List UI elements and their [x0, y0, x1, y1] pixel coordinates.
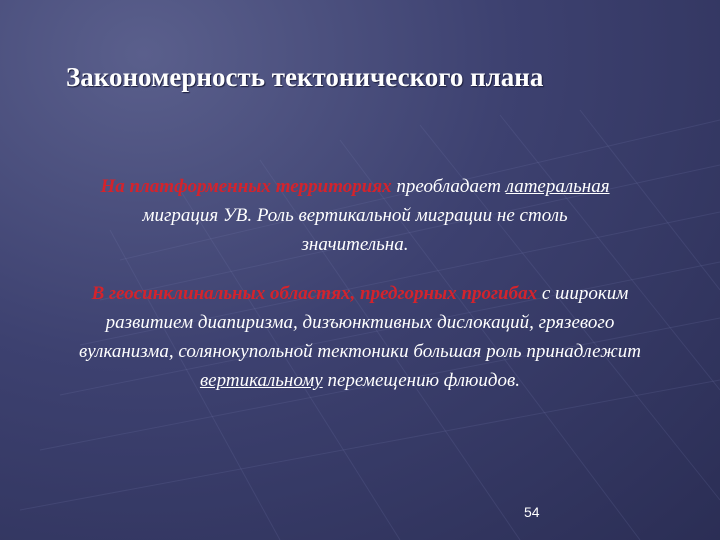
text-platform-a: преобладает	[391, 176, 506, 197]
slide-body	[60, 172, 660, 395]
underlined-vertical: вертикальному	[199, 370, 323, 391]
slide-title: Закономерность тектонического плана	[66, 62, 544, 92]
paragraph-geosyncline	[60, 279, 660, 395]
text-geosyncline-b: перемещению флюидов.	[322, 370, 521, 391]
page-number: 54	[524, 504, 540, 520]
highlight-platform: На платформенных территориях	[100, 176, 392, 197]
highlight-geosyncline: В геосинклинальных областях, предгорных прогибах	[91, 283, 538, 304]
paragraph-platform	[60, 172, 660, 259]
underlined-lateral: латеральная	[505, 176, 610, 197]
text-geosyncline-a: с широким развитием диапиризма, дизъюнктивных дислокаций, грязевого вулканизма, солянокупольной тектоники большая роль принадлежит	[79, 283, 641, 362]
text-platform-b: миграция УВ. Роль вертикальной миграции не столь значительна.	[142, 205, 568, 255]
